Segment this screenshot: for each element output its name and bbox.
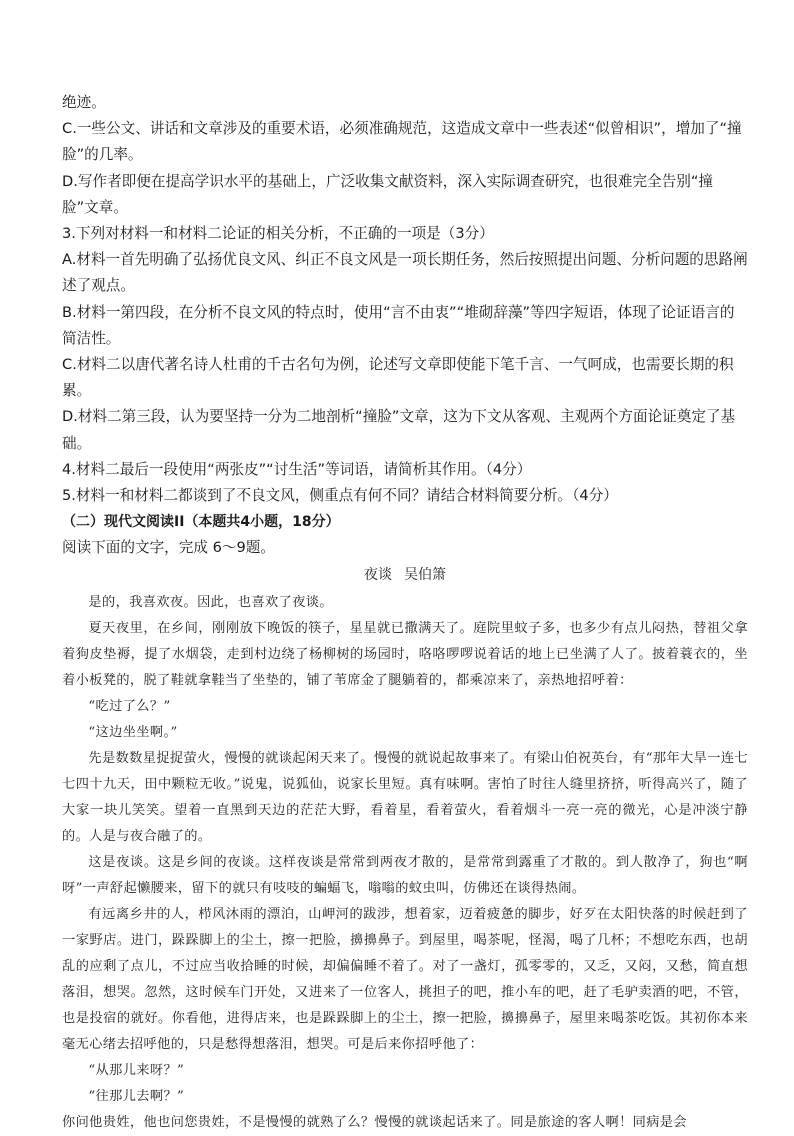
story-paragraph: 这是夜谈。这是乡间的夜谈。这样夜谈是常常到两夜才散的，是常常到露重了才散的。到人散净了，狗也“啊呀”一声舒起懒腰来，留下的就只有吱吱的蝙蝠飞，嗡嗡的蚊虫叫，仿佛还在谈得热闹。: [62, 854, 748, 896]
story-paragraph: 你问他贵姓，他也问您贵姓，不是慢慢的就熟了么？慢慢的就谈起话来了。同是旅途的客人啊！同病是会: [62, 1114, 688, 1130]
option-c-2: C.材料二以唐代著名诗人杜甫的千古名句为例，论述写文章即使能下笔千言、一气呵成，也需要长期的积累。: [62, 356, 734, 400]
option-b: B.材料一第四段，在分析不良文风的特点时，使用“言不由衷”“堆砌辞藻”等四字短语，体现了论证语言的简洁性。: [62, 303, 735, 347]
story-paragraph: 夏天夜里，在乡间，刚刚放下晚饭的筷子，星星就已撒满天了。庭院里蚊子多，也多少有点儿闷热，替祖父拿着狗皮垫褥，提了水烟袋，走到村边绕了杨柳树的场园时，咯咯啰啰说着话的地上已坐满了人了。披着蓑衣的，坐着小板凳的，脱了鞋就拿鞋当了坐垫的，铺了苇席金了腿躺着的，都乘凉来了，亲热地招呼着：: [62, 620, 748, 688]
story-passage: [62, 562, 748, 1136]
text-line: 绝迹。: [62, 94, 106, 111]
story-dialogue: “吃过了么？”: [88, 698, 171, 714]
option-d-2: D.材料二第三段，认为要坚持一分为二地剖析“撞脸”文章，这为下文从客观、主观两个方面论证奠定了基础。: [62, 408, 736, 452]
section-heading: （二）现代文阅读II（本题共4小题，18分）: [62, 514, 340, 531]
option-a: A.材料一首先明确了弘扬优良文风、纠正不良文风是一项长期任务，然后按照提出问题、分析问题的思路阐述了观点。: [62, 251, 748, 295]
story-title-line: [62, 562, 748, 588]
story-dialogue: “从那儿来呀？”: [88, 1062, 185, 1078]
story-author: 吴伯箫: [404, 566, 446, 583]
option-c: C.一些公文、讲话和文章涉及的重要术语，必须准确规范，这造成文章中一些表述“似曾相识”，增加了“撞脸”的几率。: [62, 120, 742, 164]
reading-instruction: 阅读下面的文字，完成 6～9题。: [62, 539, 275, 557]
story-title: 夜谈: [364, 566, 392, 583]
story-paragraph: 先是数数星捉捉萤火，慢慢的就谈起闲天来了。慢慢的就说起故事来了。有梁山伯祝英台，有“那年大旱一连七七四十九天，田中颗粒无收。”说鬼，说狐仙，说家长里短。真有味啊。害怕了时往人缝里挤挤，听得高兴了，随了大家一块儿笑笑。望着一直黑到天边的茫茫大野，看着星，看着萤火，看着烟斗一亮一亮的微光，心是冲淡宁静的。人是与夜合融了的。: [62, 750, 748, 844]
question-section: [62, 90, 748, 562]
story-paragraph: 是的，我喜欢夜。因此，也喜欢了夜谈。: [88, 594, 333, 610]
option-d: D.写作者即便在提高学识水平的基础上，广泛收集文献资料，深入实际调查研究，也很难完全告别“撞脸”文章。: [62, 172, 713, 216]
question-3: 3.下列对材料一和材料二论证的相关分析，不正确的一项是（3分）: [62, 225, 494, 243]
question-5: 5.材料一和材料二都谈到了不良文风，侧重点有何不同？请结合材料简要分析。（4分）: [62, 487, 618, 505]
question-4: 4.材料二最后一段使用“两张皮”“讨生活”等词语，请简析其作用。（4分）: [62, 460, 532, 478]
story-paragraph: 有远离乡井的人，栉风沐雨的漂泊，山岬河的跋涉，想着家，迈着疲惫的脚步，好歹在太阳快落的时候赶到了一家野店。进门，跺跺脚上的尘土，擦一把脸，擤擤鼻子。到屋里，喝茶呢，怪渴，喝了几杯；不想吃东西，也胡乱的应剩了点儿，不过应当收拾睡的时候，却偏偏睡不着了。对了一盏灯，孤零零的，又乏，又闷，又愁，简直想落泪，想哭。忽然，这时候车门开处，又进来了一位客人，挑担子的吧，推小车的吧，赶了毛驴卖酒的吧，不管，也是投宿的就好。你看他，进得店来，也是跺跺脚上的尘土，擦一把脸，擤擤鼻子，屋里来喝茶吃饭。其初你本来毫无心绪去招呼他的，只是愁得想落泪，想哭。可是后来你招呼他了：: [62, 906, 748, 1052]
story-dialogue: “这边坐坐啊。”: [88, 724, 178, 740]
story-dialogue: “往那儿去啊？”: [88, 1088, 185, 1104]
